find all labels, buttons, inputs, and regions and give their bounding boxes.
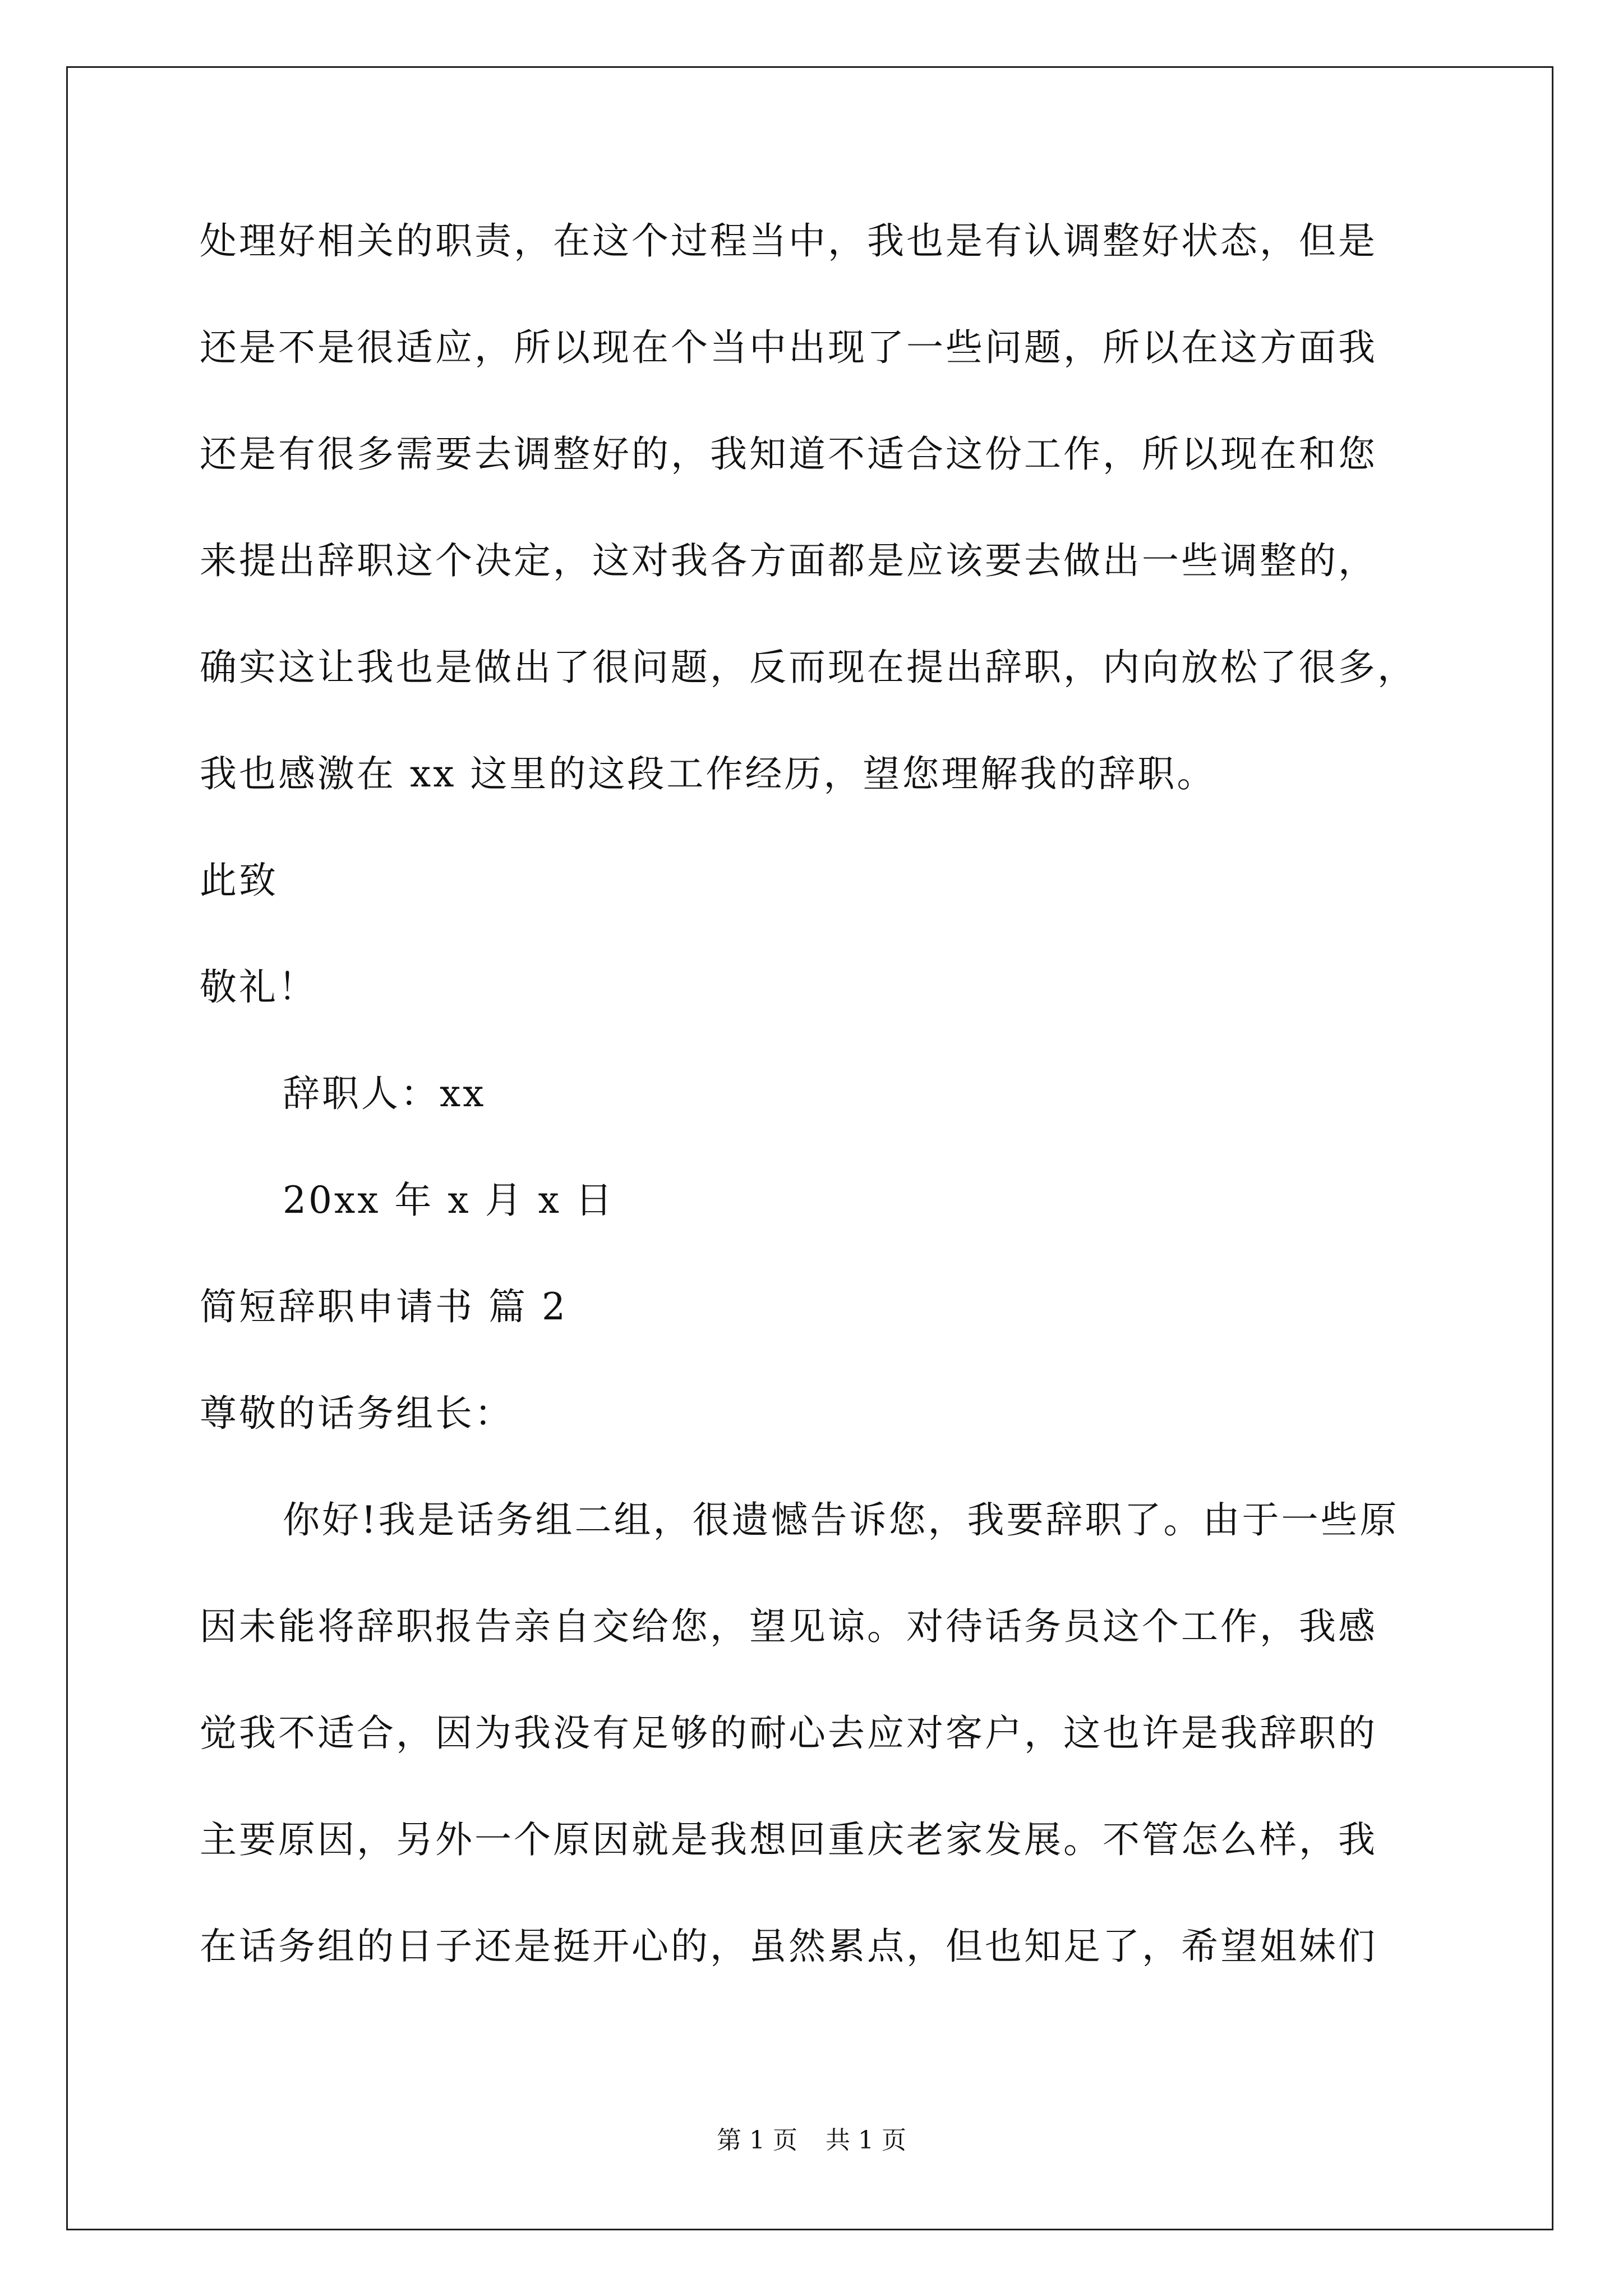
paragraph-line: 还是有很多需要去调整好的，我知道不适合这份工作，所以现在和您 <box>200 432 1377 476</box>
paragraph-line: 确实这让我也是做出了很问题，反而现在提出辞职，内向放松了很多， <box>200 646 1417 689</box>
date-text: 20xx 年 x 月 x 日 <box>283 1179 615 1222</box>
signer-text: 辞职人：xx <box>283 1072 486 1115</box>
greeting-text: 尊敬的话务组长： <box>200 1392 514 1435</box>
page-total: 共 1 页 <box>826 2126 906 2155</box>
paragraph-line: 还是不是很适应，所以现在个当中出现了一些问题，所以在这方面我 <box>200 326 1377 369</box>
paragraph-line: 主要原因，另外一个原因就是我想回重庆老家发展。不管怎么样，我 <box>200 1818 1377 1861</box>
page-footer <box>0 2125 1623 2156</box>
paragraph-line: 处理好相关的职责，在这个过程当中，我也是有认调整好状态，但是 <box>200 219 1377 263</box>
paragraph-line: 觉我不适合，因为我没有足够的耐心去应对客户，这也许是我辞职的 <box>200 1711 1377 1755</box>
section-title: 简短辞职申请书 篇 2 <box>200 1285 568 1328</box>
paragraph-line: 你好!我是话务组二组，很遗憾告诉您，我要辞职了。由于一些原 <box>283 1498 1399 1542</box>
paragraph-line: 因未能将辞职报告亲自交给您，望见谅。对待话务员这个工作，我感 <box>200 1605 1377 1648</box>
paragraph-line: 来提出辞职这个决定，这对我各方面都是应该要去做出一些调整的， <box>200 539 1377 582</box>
page-number: 第 1 页 <box>717 2126 797 2155</box>
paragraph-line: 我也感激在 xx 这里的这段工作经历，望您理解我的辞职。 <box>200 752 1216 795</box>
paragraph-line: 在话务组的日子还是挺开心的，虽然累点，但也知足了，希望姐妹们 <box>200 1925 1377 1968</box>
salute-text: 敬礼！ <box>200 965 317 1009</box>
page-frame <box>66 66 1553 2230</box>
closing-text: 此致 <box>200 859 278 902</box>
